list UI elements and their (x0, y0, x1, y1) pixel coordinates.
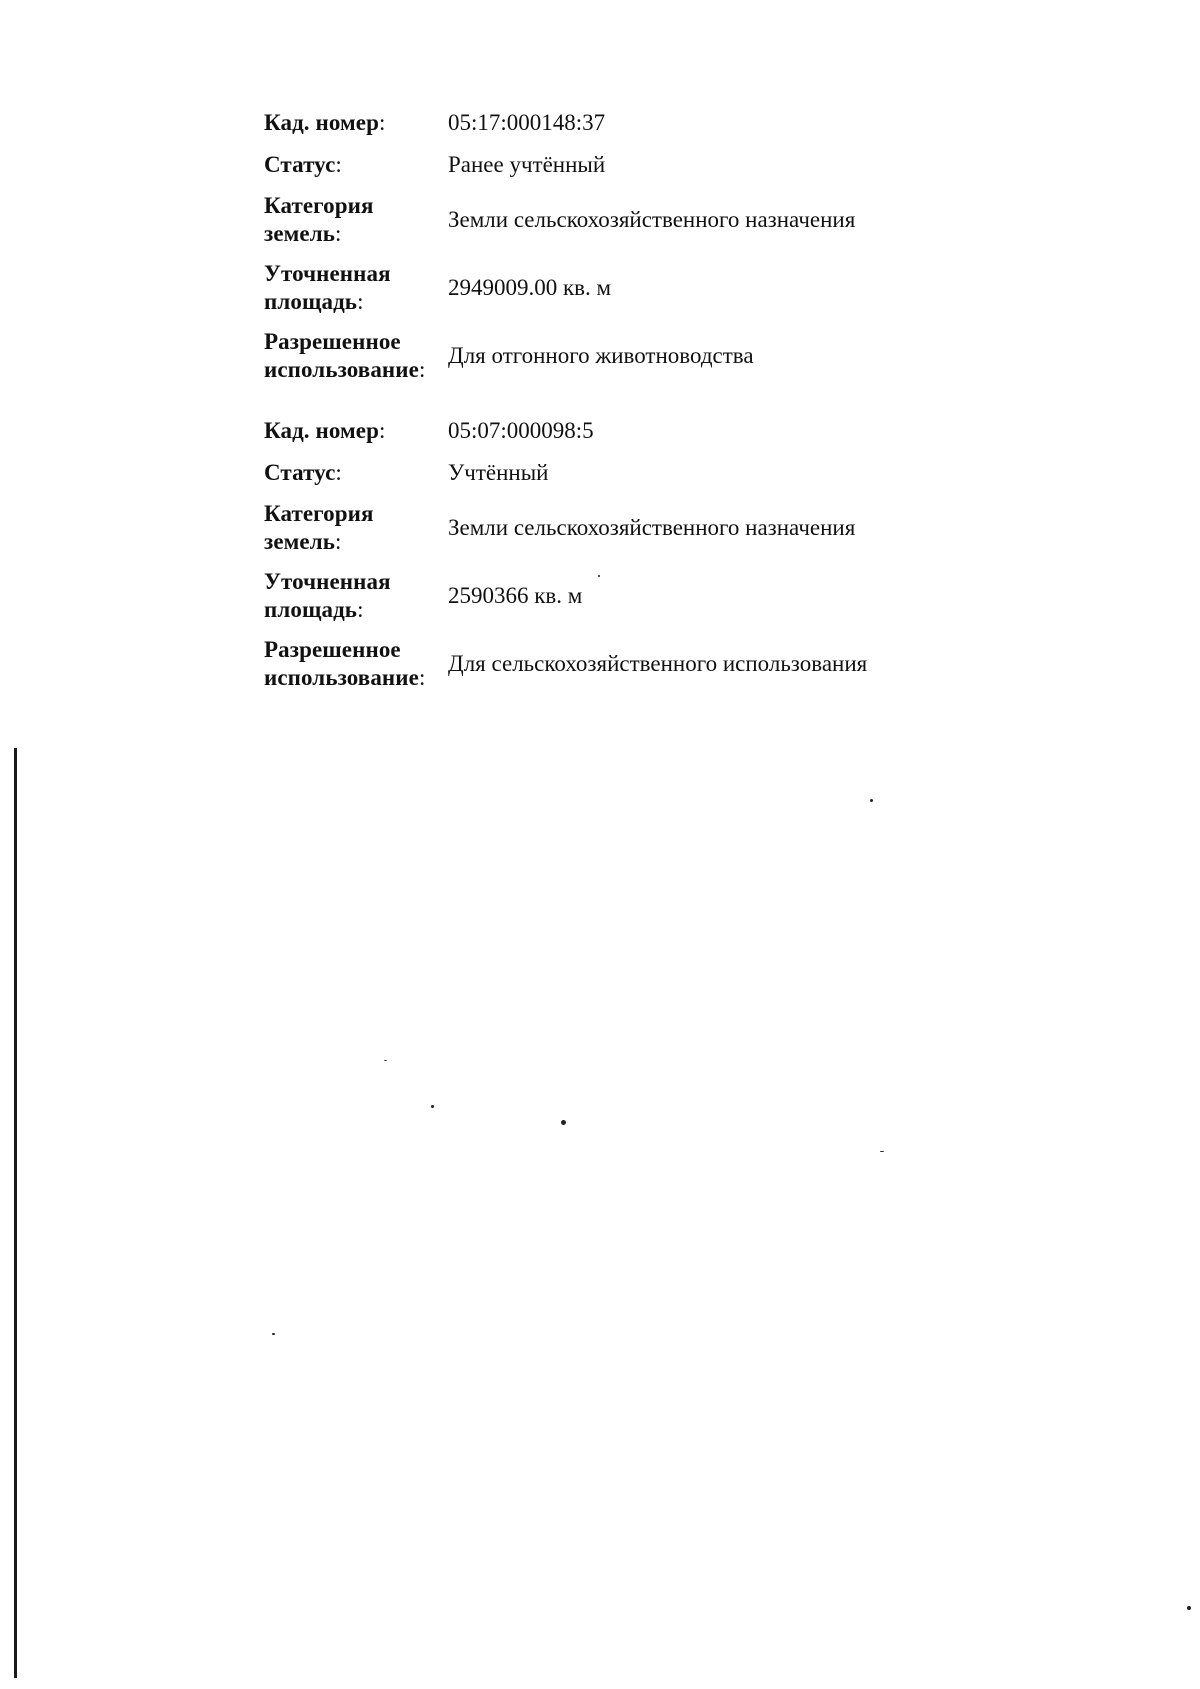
status-value: Учтённый (448, 460, 549, 485)
land-category-label: Категория земель: (264, 501, 374, 554)
permitted-use-row (264, 328, 964, 384)
land-category-value: Земли сельскохозяйственного назначения (448, 207, 856, 232)
scan-speck (1187, 1606, 1191, 1610)
area-value: 2590366 кв. м (448, 583, 583, 608)
scan-speck (561, 1120, 566, 1125)
permitted-use-label: Разрешенное использование: (264, 329, 426, 382)
status-row (264, 458, 964, 488)
permitted-use-value: Для отгонного животноводства (448, 343, 754, 368)
scan-speck (880, 1151, 884, 1152)
scan-speck (870, 799, 873, 802)
cadastral-number-row (264, 416, 964, 446)
status-label: Статус: (264, 152, 342, 177)
scan-edge-line (14, 748, 17, 1678)
cadastral-number-value: 05:07:000098:5 (448, 418, 594, 443)
land-category-row (264, 500, 964, 556)
status-row (264, 150, 964, 180)
area-value: 2949009.00 кв. м (448, 275, 612, 300)
cadastral-number-label: Кад. номер: (264, 418, 386, 443)
scan-speck (598, 575, 600, 577)
scan-speck (384, 1060, 387, 1061)
status-label: Статус: (264, 460, 342, 485)
land-plot-record-1 (264, 108, 964, 396)
permitted-use-value: Для сельскохозяйственного использования (448, 651, 868, 676)
land-category-row (264, 192, 964, 248)
land-category-label: Категория земель: (264, 193, 374, 246)
area-label: Уточненная площадь: (264, 569, 391, 622)
cadastral-number-row (264, 108, 964, 138)
cadastral-number-label: Кад. номер: (264, 110, 386, 135)
area-row (264, 260, 964, 316)
scan-speck (431, 1105, 434, 1108)
land-plot-record-2 (264, 416, 964, 704)
permitted-use-row (264, 636, 964, 692)
permitted-use-label: Разрешенное использование: (264, 637, 426, 690)
area-row (264, 568, 964, 624)
area-label: Уточненная площадь: (264, 261, 391, 314)
status-value: Ранее учтённый (448, 152, 606, 177)
cadastral-number-value: 05:17:000148:37 (448, 110, 606, 135)
land-category-value: Земли сельскохозяйственного назначения (448, 515, 856, 540)
scan-speck (272, 1333, 275, 1335)
